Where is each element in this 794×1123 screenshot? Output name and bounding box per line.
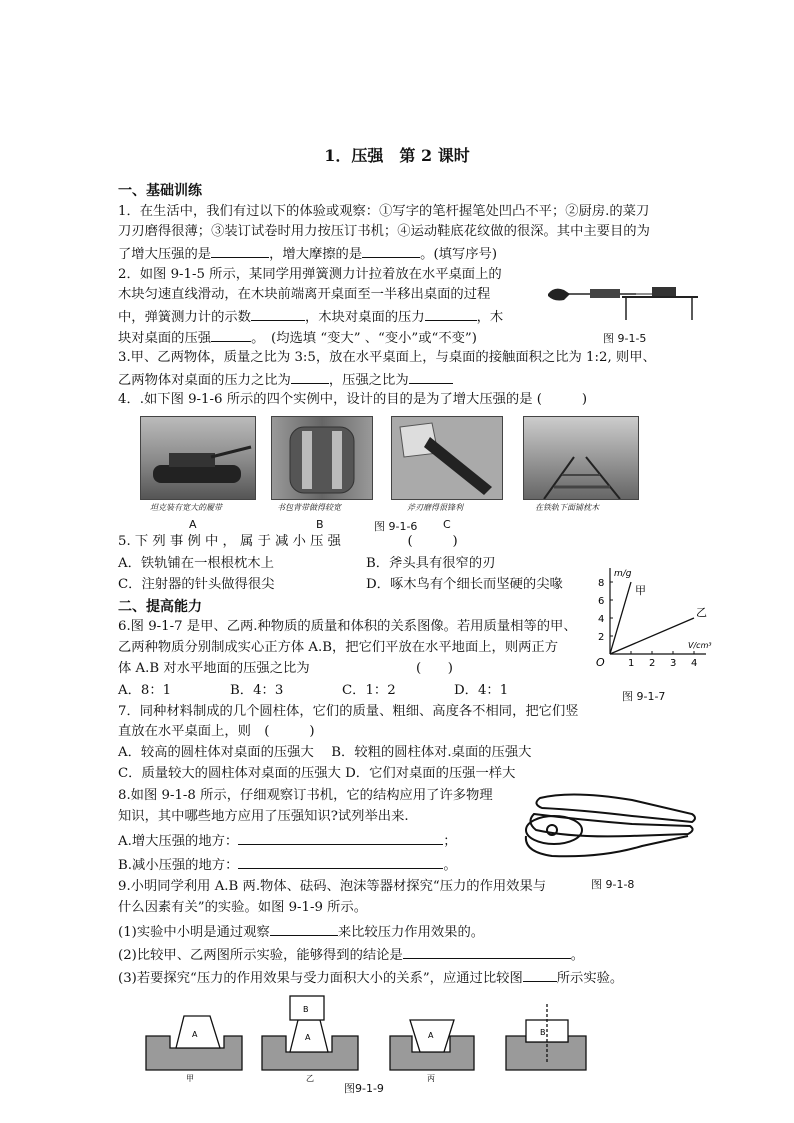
x-axis-label: V/cm³ — [688, 641, 712, 650]
spring-scale-icon — [590, 289, 620, 298]
label-jia: 甲 — [186, 1074, 194, 1082]
q9-sub2: (2)比较甲、乙两图所示实验，能够得到的结论是 。 — [118, 945, 584, 965]
series-line — [610, 582, 631, 654]
fig-9-1-7-caption: 图 9-1-7 — [622, 690, 666, 703]
option-letter-b: B — [316, 518, 324, 531]
q2-blank-reading[interactable] — [251, 307, 305, 321]
label-block-a-bing: A — [428, 1031, 434, 1040]
q5-option-a: A．铁轨铺在一根根枕木上 — [118, 556, 274, 571]
fig-9-1-9-caption: 图9-1-9 — [344, 1082, 384, 1095]
option-letter-c: C — [443, 518, 451, 531]
y-tick-label: 2 — [598, 632, 605, 643]
page-title: 1．压强 第 2 课时 — [324, 146, 470, 165]
caption-railway: 在铁轨下面铺枕木 — [535, 503, 599, 512]
q9-blank-figures[interactable] — [523, 968, 557, 982]
railway-icon — [524, 417, 638, 499]
q8-blank-decrease[interactable] — [238, 855, 443, 869]
q1-blank-friction[interactable] — [362, 244, 420, 258]
q7-line1: 7．同种材料制成的几个圆柱体，它们的质量、粗细、高度各不相同，把它们竖 — [118, 704, 579, 719]
caption-backpack: 书包背带做得较宽 — [277, 503, 341, 512]
q2-blank-pressure[interactable] — [211, 328, 251, 342]
label-bing: 丙 — [427, 1074, 435, 1082]
figure-foam-experiment — [140, 990, 620, 1082]
series-label: 甲 — [635, 584, 646, 597]
backpack-icon — [272, 417, 372, 499]
y-axis-label: m/g — [614, 569, 632, 579]
image-railway — [523, 416, 639, 500]
label-block-b-yi: B — [303, 1005, 309, 1014]
x-tick-label: 3 — [670, 658, 677, 669]
q6-option-c: C．1：2 — [342, 683, 396, 698]
block-a-jia — [176, 1016, 220, 1048]
q2-blank-force[interactable] — [425, 307, 477, 321]
q6-line2: 乙两种物质分别制成实心正方体 A.B，把它们平放在水平地面上，则两正方 — [118, 640, 559, 655]
y-tick-label: 4 — [598, 614, 605, 625]
label-block-a-jia: A — [192, 1030, 198, 1039]
q9-sub3: (3)若要探究“压力的作用效果与受力面积大小的关系”，应通过比较图 所示实验。 — [118, 968, 623, 988]
wood-block-icon — [652, 287, 676, 296]
q2-line1: 2．如图 9-1-5 所示，某同学用弹簧测力计拉着放在水平桌面上的 — [118, 267, 502, 282]
q3-line2: 乙两物体对桌面的压力之比为 ，压强之比为 — [118, 370, 453, 390]
q5-stem: 5. 下 列 事 例 中 ， 属 于 减 小 压 强 ( ) — [118, 534, 458, 549]
figure-spring-scale — [540, 274, 700, 324]
q9-line1: 9.小明同学利用 A.B 两.物体、砝码、泡沫等器材探究“压力的作用效果与 — [118, 879, 547, 894]
label-block-b-4: B — [540, 1028, 546, 1037]
stapler-icon — [526, 794, 695, 856]
mass-volume-chart — [588, 562, 714, 674]
q2-line2: 木块匀速直线滑动，在木块前端离开桌面至一半移出桌面的过程 — [118, 287, 491, 302]
q1-line3: 了增大压强的是 ，增大摩擦的是 。(填写序号) — [118, 244, 497, 264]
series-line — [610, 618, 694, 654]
q8-line4: B.减小压强的地方： 。 — [118, 855, 457, 875]
q5-option-c: C．注射器的针头做得很尖 — [118, 577, 275, 592]
q8-line1: 8.如图 9-1-8 所示，仔细观察订书机，它的结构应用了许多物理 — [118, 788, 493, 803]
axe-icon — [392, 417, 502, 499]
q6-line1: 6.图 9-1-7 是甲、乙两.种物质的质量和体积的关系图像。若用质量相等的甲、 — [118, 619, 577, 634]
y-tick-label: 6 — [598, 596, 605, 607]
fig-9-1-5-caption: 图 9-1-5 — [603, 332, 647, 345]
q8-blank-increase[interactable] — [238, 831, 443, 845]
fig-9-1-6-caption: 图 9-1-6 — [374, 520, 418, 533]
x-tick-label: 4 — [691, 658, 698, 669]
q6-line3: 体 A.B 对水平地面的压强之比为 ( ) — [118, 661, 453, 676]
label-block-a-yi: A — [305, 1033, 311, 1042]
caption-axe: 斧刃磨得很锋利 — [407, 503, 463, 512]
q6-option-a: A．8：1 — [118, 683, 172, 698]
caption-tank: 坦克装有宽大的履带 — [150, 503, 222, 512]
x-tick-label: 2 — [649, 658, 656, 669]
q6-option-b: B．4：3 — [230, 683, 284, 698]
q6-option-d: D．4：1 — [454, 683, 509, 698]
q7-line2: 直放在水平桌面上，则 ( ) — [118, 724, 315, 739]
q7-line4: C．质量较大的圆柱体对桌面的压强大 D．它们对桌面的压强一样大 — [118, 766, 516, 781]
q1-line1: 1．在生活中，我们有过以下的体验或观察：①写字的笔杆握笔处凹凸不平；②厨房.的菜刀 — [118, 204, 650, 219]
tank-icon — [141, 417, 255, 499]
section-heading-basic: 一、基础训练 — [118, 183, 202, 199]
fig-9-1-8-caption: 图 9-1-8 — [591, 878, 635, 891]
q9-sub1: (1)实验中小明是通过观察 来比较压力作用效果的。 — [118, 922, 484, 942]
q9-blank-observe[interactable] — [270, 922, 338, 936]
q9-line2: 什么因素有关”的实验。如图 9-1-9 所示。 — [118, 900, 368, 915]
section-heading-advanced: 二、提高能力 — [118, 599, 202, 615]
x-tick-label: 1 — [628, 658, 635, 669]
q3-blank-force-ratio[interactable] — [291, 370, 329, 384]
q7-line3: A．较高的圆柱体对桌面的压强大 B．较粗的圆柱体对.桌面的压强大 — [118, 745, 532, 760]
series-label: 乙 — [696, 606, 707, 619]
q3-blank-pressure-ratio[interactable] — [409, 370, 453, 384]
q5-option-d: D．啄木鸟有个细长而坚硬的尖喙 — [366, 577, 563, 592]
figure-stapler — [512, 786, 700, 864]
y-tick-label: 8 — [598, 578, 605, 589]
q1-line2: 刀刃磨得很薄；③装订试卷时用力按压订书机；④运动鞋底花纹做的很深。其中主要目的为 — [118, 224, 650, 239]
image-axe — [391, 416, 503, 500]
hand-icon — [548, 289, 570, 301]
image-tank — [140, 416, 256, 500]
q5-option-b: B．斧头具有很窄的刃 — [366, 556, 496, 571]
q2-line4: 块对桌面的压强 。 (均选填 “变大” 、“变小”或“不变”) — [118, 328, 477, 348]
q1-blank-pressure[interactable] — [211, 244, 269, 258]
origin-label: O — [596, 656, 605, 669]
q2-line3: 中，弹簧测力计的示数 ，木块对桌面的压力 ，木 — [118, 307, 503, 327]
q9-blank-conclusion[interactable] — [403, 945, 571, 959]
q4-stem: 4．.如下图 9-1-6 所示的四个实例中，设计的目的是为了增大压强的是 ( ) — [118, 392, 588, 407]
image-backpack — [271, 416, 373, 500]
q8-line3: A.增大压强的地方： ； — [118, 831, 457, 851]
label-yi: 乙 — [306, 1074, 314, 1082]
q3-line1: 3.甲、乙两物体，质量之比为 3:5，放在水平桌面上，与桌面的接触面积之比为 1:2, 则甲、 — [118, 350, 656, 365]
q8-line2: 知识，其中哪些地方应用了压强知识?试列举出来. — [118, 809, 409, 824]
option-letter-a: A — [189, 518, 197, 531]
